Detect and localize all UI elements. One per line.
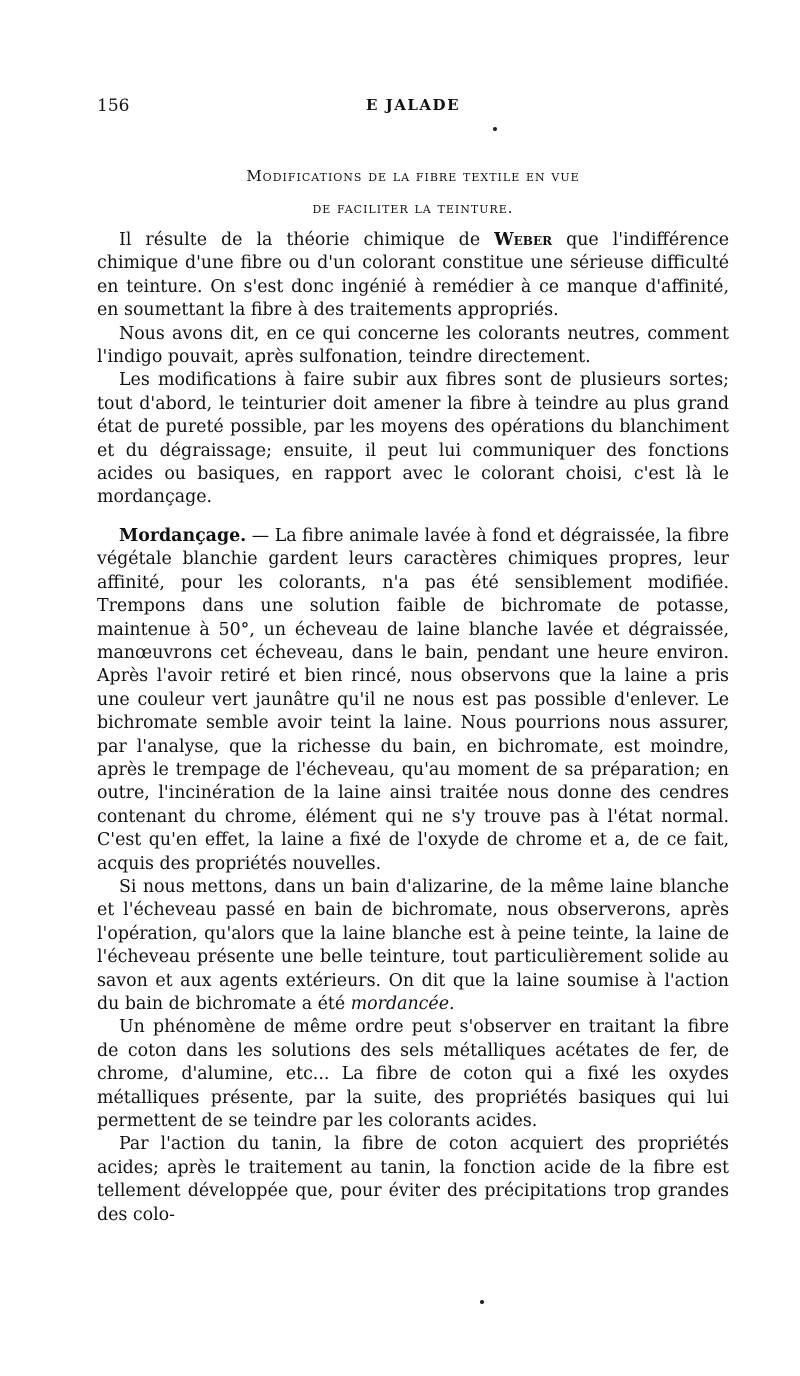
paragraph-1 <box>97 229 729 323</box>
page-number: 156 <box>97 96 130 116</box>
scan-speck <box>493 127 497 131</box>
paragraph-5-text: Si nous mettons, dans un bain d'alizarine, de la même laine blanche et l'écheveau passé en bain de bichromate, nous observerons, après l'opération, qu'alors que la laine blanche est à peine teinte, la laine de l'écheveau présente une belle teinture, tout particulièrement solide au savon et aux agents extérieurs. On dit que la laine soumise à l'action du bain de bichromate a été <box>97 876 729 1014</box>
subsection-heading: Mordançage. <box>119 525 247 546</box>
paragraph-2: Nous avons dit, en ce qui concerne les colorants neutres, comment l'indigo pouvait, après sulfonation, teindre directement. <box>97 323 729 368</box>
emphasis-mordancee: mordancée. <box>350 994 455 1014</box>
running-title: E JALADE <box>365 96 461 114</box>
body-text <box>97 229 729 1227</box>
paragraph-1-text-a: Il résulte de la théorie chimique de <box>119 230 495 250</box>
paragraph-mordancage <box>97 525 729 876</box>
paragraph-4-body: — La fibre animale lavée à fond et dégraissée, la fibre végétale blanchie gardent leurs caractères chimiques propres, leur affinité, pour les colorants, n'a pas été sensiblement modifiée. Trempons dans une solution faible de bichromate de potasse, maintenue à 50°, un écheveau de laine blanche lavée et dégraissée, manœuvrons cet écheveau, dans le bain, pendant une heure environ. Après l'avoir retiré et bien rincé, nous observons que la laine a pris une couleur vert jaunâtre qu'il ne nous est pas possible d'enlever. Le bichromate semble avoir teint la laine. Nous pourrions nous assurer, par l'analyse, que la richesse du bain, en bichromate, est moindre, après le trempage de l'écheveau, qu'au moment de sa préparation; en outre, l'incinération de la laine ainsi traitée nous donne des cendres contenant du chrome, élément qui ne s'y trouve pas à l'état normal. C'est qu'en effet, la laine a fixé de l'oxyde de chrome et a, de ce fait, acquis des propriétés nouvelles. <box>97 525 729 874</box>
section-title-line-1: Modifications de la fibre textile en vue <box>246 167 580 185</box>
page-header <box>97 96 729 120</box>
paragraph-1-text-b: que l'indifférence chimique d'une fibre ou d'un colorant constitue une sérieuse difficulté en teinture. On s'est donc ingénié à remédier à ce manque d'affinité, en soumettant la fibre à des traitements appropriés. <box>97 230 729 321</box>
author-name: Weber <box>494 230 553 250</box>
section-title-line-2: de faciliter la teinture. <box>312 199 514 217</box>
paragraph-3: Les modifications à faire subir aux fibres sont de plusieurs sortes; tout d'abord, le teinturier doit amener la fibre à teindre au plus grand état de pureté possible, par les moyens des opérations du blanchiment et du dégraissage; ensuite, il peut lui communiquer des fonctions acides ou basiques, en rapport avec le colorant choisi, c'est là le mordançage. <box>97 370 729 508</box>
paragraph-6: Un phénomène de même ordre peut s'observer en traitant la fibre de coton dans les solutions des sels métalliques acétates de fer, de chrome, d'alumine, etc... La fibre de coton qui a fixé les oxydes métalliques présente, par la suite, des propriétés basiques qui lui permettent de se teindre par les colorants acides. <box>97 1017 729 1132</box>
section-title <box>97 160 729 224</box>
paragraph-7: Par l'action du tanin, la fibre de coton acquiert des propriétés acides; après le traitement au tanin, la fonction acide de la fibre est tellement développée que, pour éviter des précipitations trop grandes des colo- <box>97 1134 729 1225</box>
paragraph-5 <box>97 876 729 1016</box>
scan-speck <box>480 1300 484 1304</box>
